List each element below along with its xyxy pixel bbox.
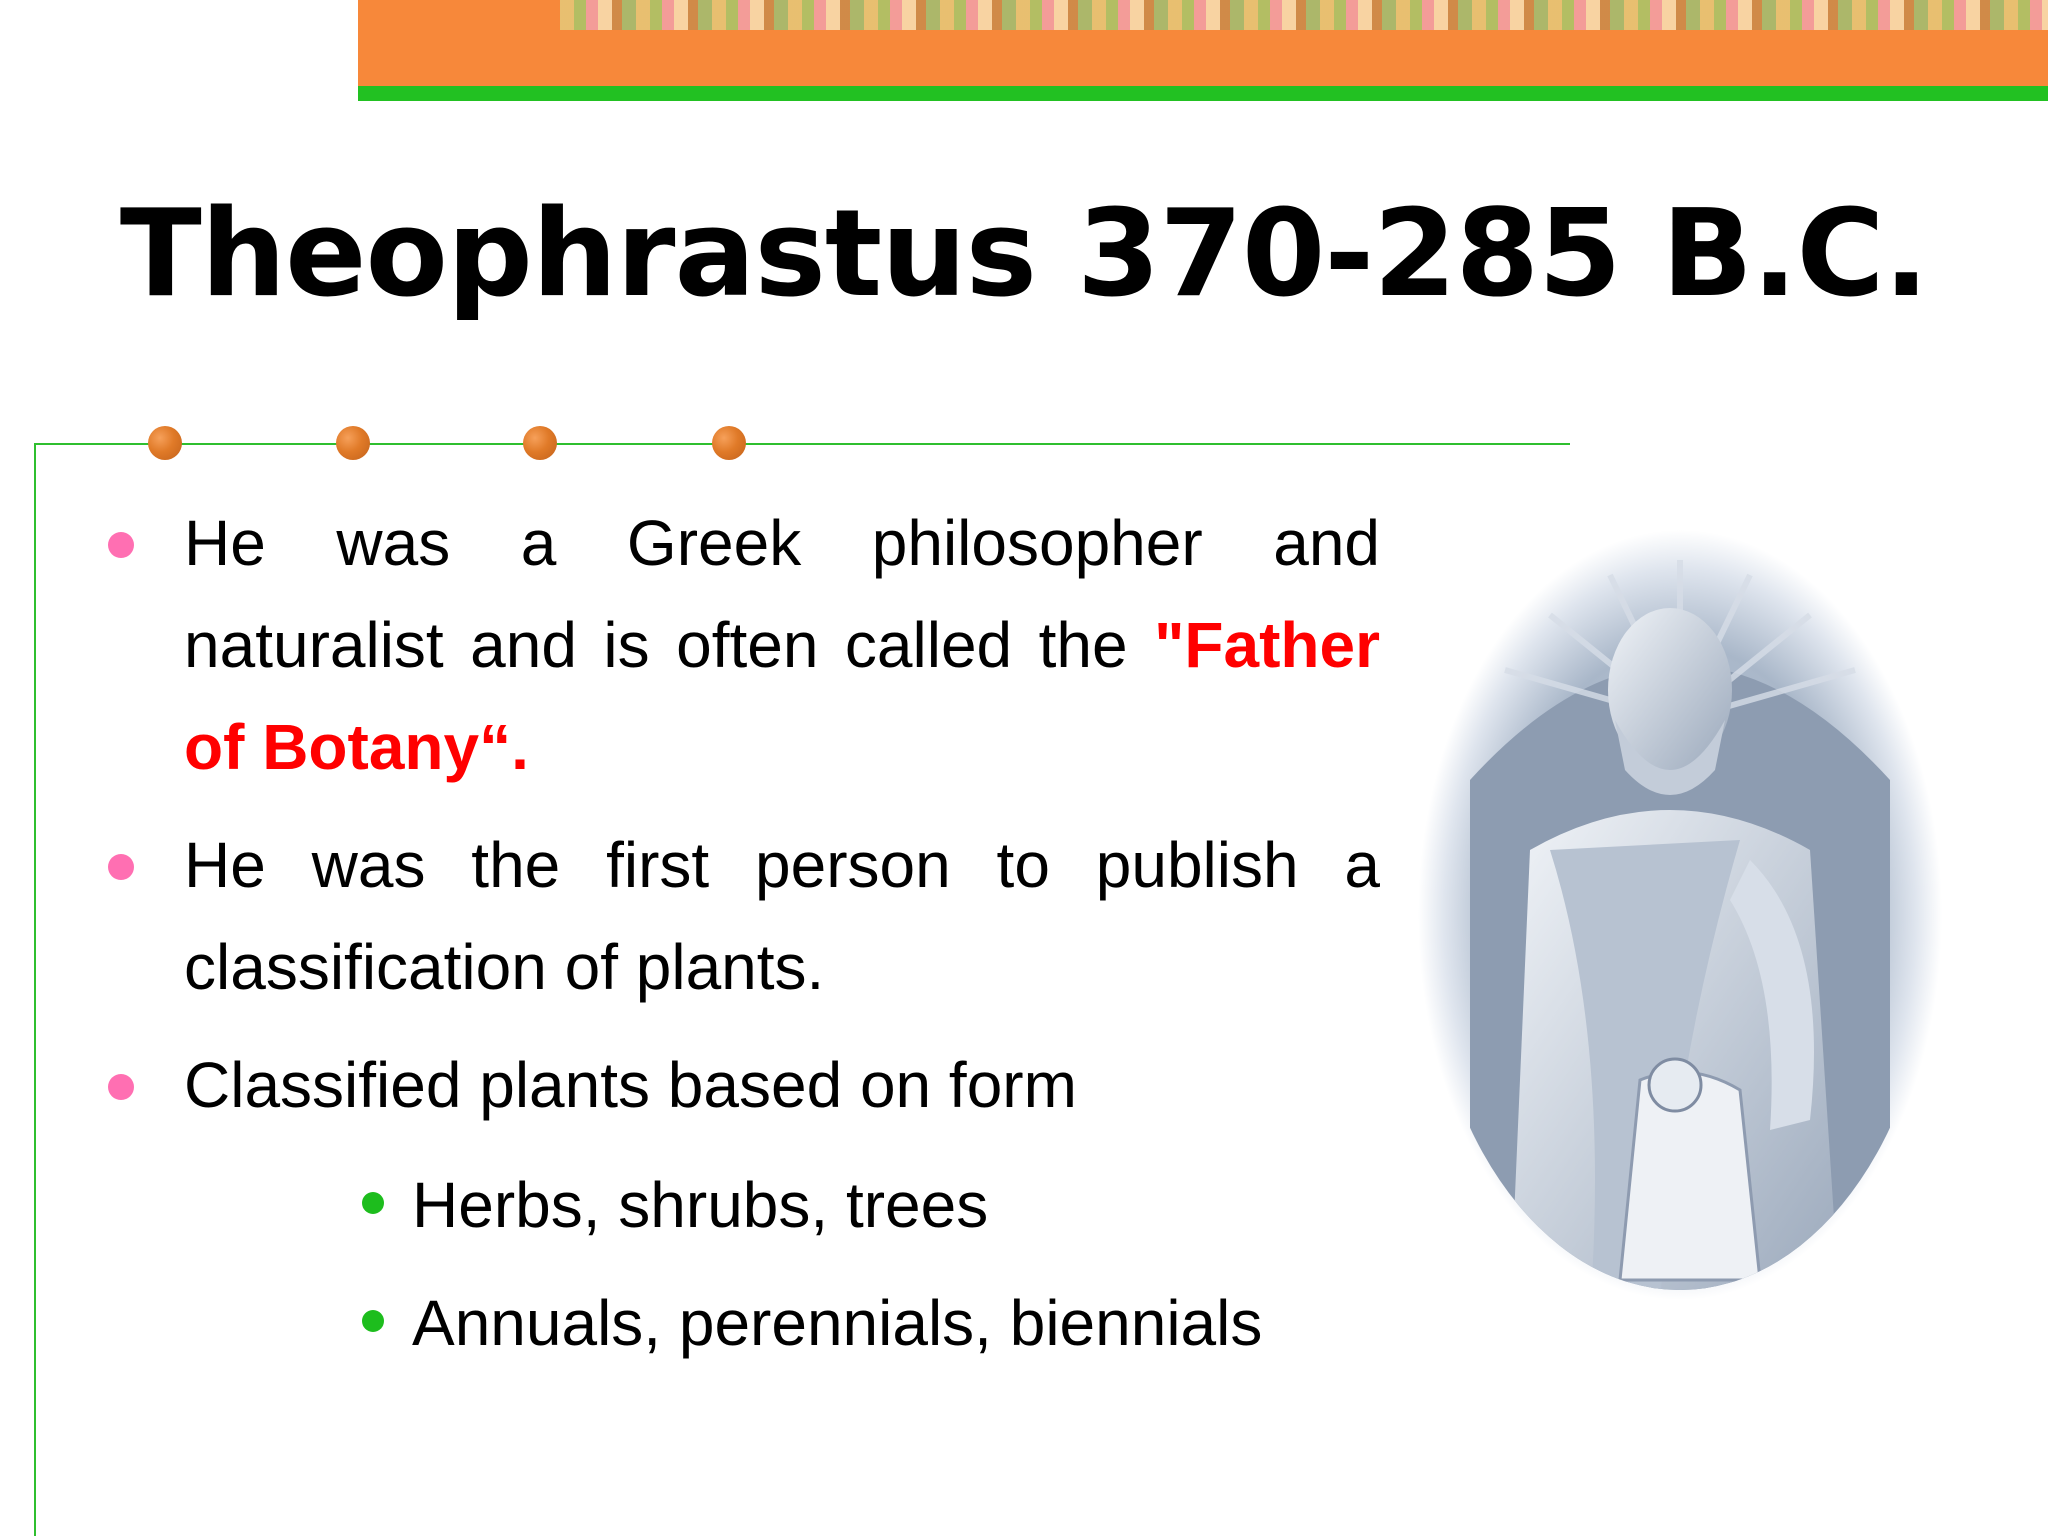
sub-bullet-item	[362, 1146, 1380, 1264]
bullet-dot-icon	[108, 1074, 134, 1100]
slide-title: Theophrastus 370-285 B.C.	[119, 185, 1929, 324]
sub-bullet-dot-icon	[362, 1192, 384, 1214]
sub-bullet-list	[100, 1146, 1380, 1382]
father-of-botany-highlight: "Father of Botany“.	[184, 609, 1380, 783]
statue-illustration	[1410, 520, 1950, 1310]
bullet-item-father-of-botany	[100, 492, 1380, 798]
bullet-text: He was a Greek philosopher and naturalist and is often called the	[184, 507, 1380, 681]
sub-bullet-item	[362, 1264, 1380, 1382]
bullet-list	[100, 492, 1380, 1382]
statue-image	[1410, 520, 1950, 1310]
decorative-dot	[712, 426, 746, 460]
bullet-text: Classified plants based on form	[184, 1049, 1077, 1121]
bullet-dot-icon	[108, 854, 134, 880]
bullet-item-classification	[100, 814, 1380, 1018]
bullet-dot-icon	[108, 532, 134, 558]
decorative-dot	[523, 426, 557, 460]
content-frame-top-line	[34, 443, 1570, 445]
header-green-line	[358, 86, 2048, 101]
bullet-text: He was the first person to publish a classification of plants.	[184, 829, 1380, 1003]
content-frame-left-line	[34, 443, 36, 1536]
decorative-dot	[336, 426, 370, 460]
sub-bullet-text: Herbs, shrubs, trees	[412, 1169, 989, 1241]
sub-bullet-text: Annuals, perennials, biennials	[412, 1287, 1263, 1359]
header-flower-strip	[560, 0, 2048, 30]
bullet-item-classified-by-form	[100, 1034, 1380, 1136]
decorative-dot	[148, 426, 182, 460]
sub-bullet-dot-icon	[362, 1310, 384, 1332]
